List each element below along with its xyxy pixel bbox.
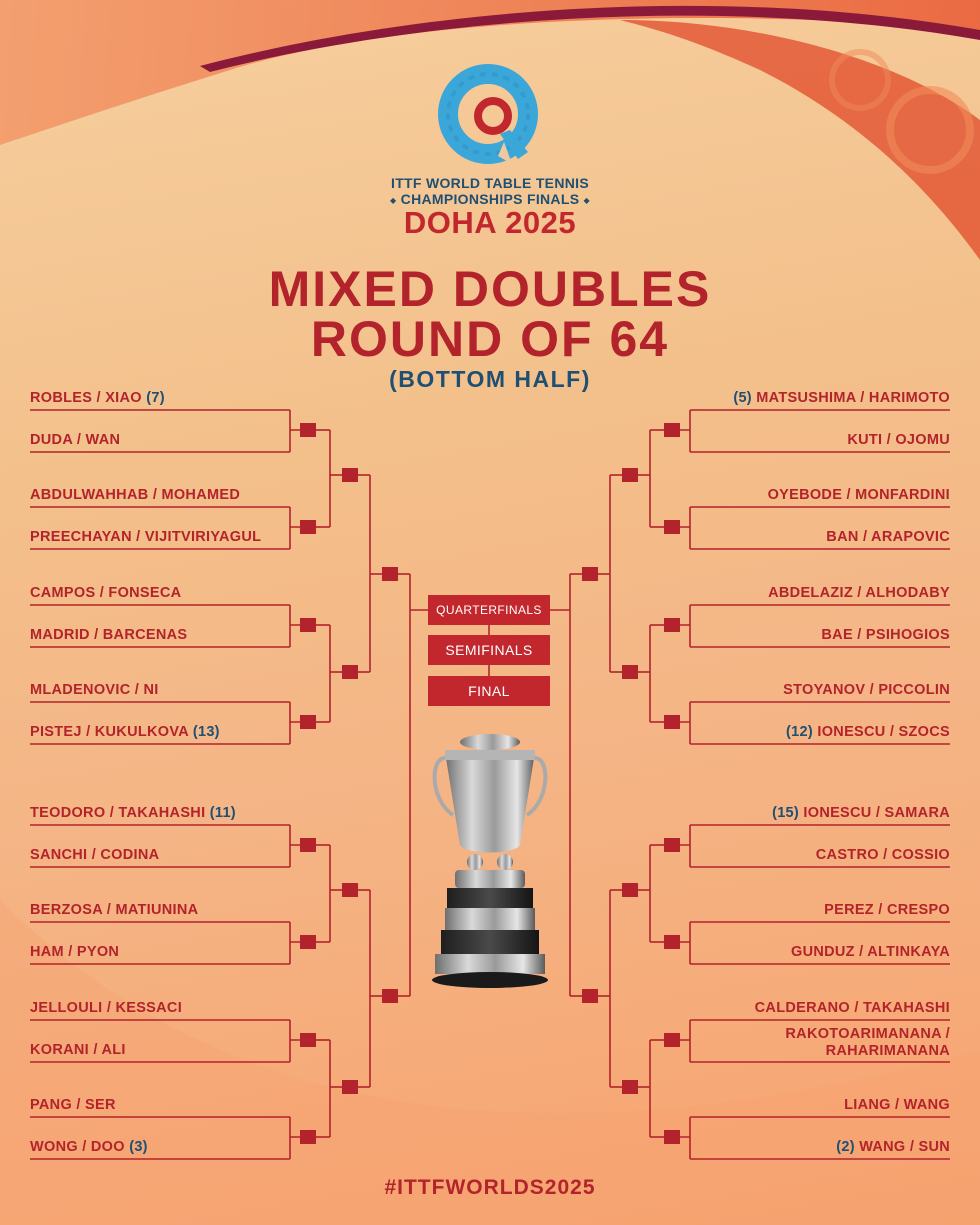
player-pair-name: DUDA / WAN (30, 432, 121, 448)
match-box-round-3 (382, 989, 398, 1003)
brand-line-2: ◆ CHAMPIONSHIPS FINALS ◆ (390, 191, 590, 207)
match-box-round-1 (300, 1130, 316, 1144)
player-pair-right-8 (786, 724, 950, 740)
player-pair-name: BAE / PSIHOGIOS (821, 627, 950, 643)
match-box-round-1 (664, 423, 680, 437)
match-box-round-1 (664, 715, 680, 729)
player-pair-left-8 (30, 724, 220, 740)
player-pair-name: WANG / SUN (859, 1139, 950, 1155)
match-box-round-2 (342, 665, 358, 679)
player-pair-right-9 (772, 805, 950, 821)
brand-line-2-text: CHAMPIONSHIPS FINALS (400, 191, 580, 207)
seed-badge: (13) (192, 724, 220, 740)
page-subtitle: (BOTTOM HALF) (389, 366, 591, 392)
player-pair-left-11 (30, 902, 198, 918)
player-pair-right-2 (847, 432, 950, 448)
hashtag: #ITTFWORLDS2025 (384, 1176, 596, 1199)
match-box-round-1 (664, 1130, 680, 1144)
player-pair-left-16 (30, 1139, 148, 1155)
player-pair-name: MLADENOVIC / NI (30, 682, 159, 698)
match-box-round-3 (382, 567, 398, 581)
match-box-round-1 (300, 838, 316, 852)
player-pair-left-10 (30, 847, 159, 863)
match-box-round-1 (300, 715, 316, 729)
player-pair-name: CALDERANO / TAKAHASHI (754, 1000, 950, 1016)
match-box-round-2 (622, 1080, 638, 1094)
stage-quarterfinals: QUARTERFINALS (428, 595, 550, 625)
player-pair-name: MADRID / BARCENAS (30, 627, 188, 643)
player-pair-left-15 (30, 1097, 116, 1113)
player-pair-name: PEREZ / CRESPO (824, 902, 950, 918)
seed-badge: (5) (733, 390, 752, 406)
player-pair-right-15 (844, 1097, 950, 1113)
match-box-round-2 (342, 1080, 358, 1094)
player-pair-left-13 (30, 1000, 182, 1016)
stage-final: FINAL (428, 676, 550, 706)
brand-event-name: DOHA 2025 (403, 205, 577, 240)
player-pair-name: RAKOTOARIMANANA / RAHARIMANANA (785, 1026, 950, 1059)
player-pair-right-1 (733, 390, 950, 406)
player-pair-name: SANCHI / CODINA (30, 847, 160, 863)
match-box-round-2 (622, 468, 638, 482)
page-title-line-1: MIXED DOUBLES (268, 261, 712, 317)
player-pair-name: IONESCU / SAMARA (803, 805, 950, 821)
player-pair-name: TEODORO / TAKAHASHI (30, 805, 206, 821)
player-pair-left-4 (30, 529, 261, 545)
player-pair-name: HAM / PYON (30, 944, 120, 960)
player-pair-right-3 (768, 487, 950, 503)
player-pair-name: STOYANOV / PICCOLIN (783, 682, 950, 698)
player-pair-name: CASTRO / COSSIO (815, 847, 950, 863)
player-pair-right-12 (791, 944, 950, 960)
match-box-round-1 (664, 1033, 680, 1047)
player-pair-name: BERZOSA / MATIUNINA (30, 902, 199, 918)
seed-badge: (11) (209, 805, 236, 821)
player-pair-name: LIANG / WANG (844, 1097, 950, 1113)
player-pair-left-6 (30, 627, 187, 643)
player-pair-name: IONESCU / SZOCS (817, 724, 950, 740)
seed-badge: (12) (786, 724, 814, 740)
player-pair-right-14 (770, 1026, 950, 1060)
match-box-round-1 (664, 935, 680, 949)
player-pair-right-7 (783, 682, 950, 698)
match-box-round-2 (622, 665, 638, 679)
match-box-round-2 (342, 468, 358, 482)
player-pair-left-5 (30, 585, 181, 601)
match-box-round-1 (300, 618, 316, 632)
match-box-round-3 (582, 567, 598, 581)
match-box-round-2 (342, 883, 358, 897)
trophy-icon (425, 730, 555, 990)
match-box-round-1 (664, 618, 680, 632)
player-pair-name: CAMPOS / FONSECA (30, 585, 182, 601)
player-pair-right-10 (816, 847, 950, 863)
stage-semifinals: SEMIFINALS (428, 635, 550, 665)
player-pair-name: PREECHAYAN / VIJITVIRIYAGUL (30, 529, 262, 545)
player-pair-right-16 (836, 1139, 950, 1155)
seed-badge: (15) (772, 805, 800, 821)
brand-line-1: ITTF WORLD TABLE TENNIS (391, 175, 589, 191)
player-pair-left-7 (30, 682, 159, 698)
player-pair-left-9 (30, 805, 236, 821)
match-box-round-1 (300, 423, 316, 437)
player-pair-name: MATSUSHIMA / HARIMOTO (756, 390, 950, 406)
player-pair-name: JELLOULI / KESSACI (30, 1000, 183, 1016)
match-box-round-1 (664, 838, 680, 852)
match-box-round-3 (582, 989, 598, 1003)
player-pair-name: ABDULWAHHAB / MOHAMED (30, 487, 241, 503)
player-pair-right-4 (826, 529, 950, 545)
page-title-line-2: ROUND OF 64 (310, 311, 670, 367)
match-box-round-1 (664, 520, 680, 534)
player-pair-right-5 (768, 585, 950, 601)
player-pair-name: BAN / ARAPOVIC (826, 529, 950, 545)
player-pair-left-1 (30, 390, 165, 406)
match-box-round-2 (622, 883, 638, 897)
player-pair-name: PISTEJ / KUKULKOVA (30, 724, 189, 740)
player-pair-left-2 (30, 432, 120, 448)
player-pair-right-11 (824, 902, 950, 918)
player-pair-name: WONG / DOO (30, 1139, 125, 1155)
player-pair-name: KUTI / OJOMU (847, 432, 950, 448)
player-pair-left-12 (30, 944, 119, 960)
player-pair-name: PANG / SER (30, 1097, 116, 1113)
player-pair-name: GUNDUZ / ALTINKAYA (790, 944, 950, 960)
player-pair-right-13 (755, 1000, 950, 1016)
player-pair-name: ROBLES / XIAO (30, 390, 142, 406)
player-pair-left-14 (30, 1042, 126, 1058)
seed-badge: (2) (836, 1139, 855, 1155)
match-box-round-1 (300, 520, 316, 534)
player-pair-left-3 (30, 487, 240, 503)
match-box-round-1 (300, 935, 316, 949)
match-box-round-1 (300, 1033, 316, 1047)
player-pair-name: KORANI / ALI (30, 1042, 126, 1058)
player-pair-name: OYEBODE / MONFARDINI (767, 487, 950, 503)
player-pair-right-6 (821, 627, 950, 643)
player-pair-name: ABDELAZIZ / ALHODABY (768, 585, 950, 601)
seed-badge: (3) (129, 1139, 148, 1155)
seed-badge: (7) (146, 390, 165, 406)
